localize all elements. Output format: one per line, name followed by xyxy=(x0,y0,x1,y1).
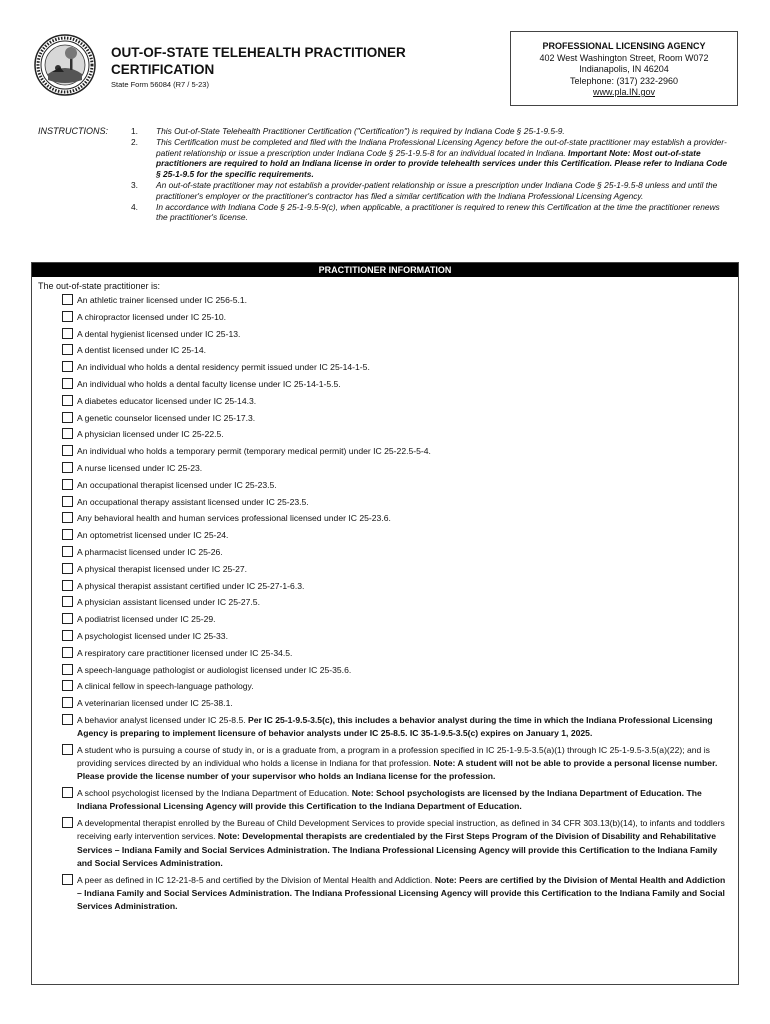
section-lead-text: The out-of-state practitioner is: xyxy=(38,281,161,291)
instruction-text-plain: This Certification must be completed and filed with the Indiana Professional Licensing Agency before the out-of-state practitioner may establish a provider-patient relationship or issue a prescription under Indiana Code § 25-1-9.5-8 for an individual located in Indiana. xyxy=(156,136,727,158)
option-text-plain: A veterinarian licensed under IC 25-38.1. xyxy=(77,698,233,709)
instructions-list xyxy=(131,126,731,223)
instruction-text-bold: Important Note: Most out-of-state practitioners are required to hold an Indiana license in order to provide telehealth services under this Certification. Please refer to Indiana Code § 25-1-9.5 for the specific requirements. xyxy=(156,147,728,180)
practitioner-option-row xyxy=(62,817,732,870)
option-text-plain: An individual who holds a temporary permit (temporary medical permit) under IC 25-22.5-5-4. xyxy=(77,446,431,457)
practitioner-option-label xyxy=(77,294,732,307)
option-text-note: Per IC 25-1-9.5-3.5(c), this includes a behavior analyst during the time in which the Indiana Professional Licensing Agency is preparing to implement licensure of behavior analysts under IC 25-8.5. IC 35-1-9.5-3.5(c) expires on January 1, 2025. xyxy=(77,714,713,739)
practitioner-option-row xyxy=(62,596,732,609)
practitioner-type-options xyxy=(62,294,732,917)
agency-info-box xyxy=(510,31,738,106)
practitioner-option-row xyxy=(62,479,732,492)
practitioner-type-checkbox[interactable] xyxy=(62,529,73,540)
practitioner-option-label xyxy=(77,412,732,425)
practitioner-option-row xyxy=(62,529,732,542)
practitioner-option-label xyxy=(77,395,732,408)
practitioner-option-row xyxy=(62,680,732,693)
practitioner-option-row xyxy=(62,697,732,710)
practitioner-option-label xyxy=(77,311,732,324)
option-text-plain: A dentist licensed under IC 25-14. xyxy=(77,345,206,356)
option-text-plain: A genetic counselor licensed under IC 25-17.3. xyxy=(77,412,256,423)
instruction-item xyxy=(131,126,731,137)
option-text-plain: An athletic trainer licensed under IC 256-5.1. xyxy=(77,295,248,305)
practitioner-option-label xyxy=(77,563,732,576)
practitioner-option-row xyxy=(62,462,732,475)
practitioner-option-row xyxy=(62,647,732,660)
practitioner-option-row xyxy=(62,328,732,341)
option-text-note: Note: School psychologists are licensed by the Indiana Department of Education. The Indiana Professional Licensing Agency will provide this Certification to the Indiana Department of Education. xyxy=(77,788,702,812)
practitioner-type-checkbox[interactable] xyxy=(62,546,73,557)
practitioner-type-checkbox[interactable] xyxy=(62,647,73,658)
practitioner-type-checkbox[interactable] xyxy=(62,479,73,490)
practitioner-type-checkbox[interactable] xyxy=(62,512,73,523)
instruction-number: 2. xyxy=(131,136,138,147)
option-text-note: Note: Peers are certified by the Division of Mental Health and Addiction – Indiana Family and Social Services Administration. The Indiana Professional Licensing Agency will provide this Certification to the Indiana Family and Social Services Administration. xyxy=(77,874,726,911)
practitioner-option-row xyxy=(62,664,732,677)
practitioner-option-label xyxy=(77,680,732,693)
agency-address-line2: Indianapolis, IN 46204 xyxy=(579,64,669,74)
practitioner-option-label xyxy=(77,613,732,626)
practitioner-option-label xyxy=(77,512,732,525)
practitioner-option-label xyxy=(77,445,732,458)
instruction-text-plain: An out-of-state practitioner may not establish a provider-patient relationship or issue a prescription under Indiana Code § 25-1-9.5-8 unless and until the practitioner's employer or the practitioner's contractor has filed a similar certification with the Indiana Professional Licensing Agency. xyxy=(156,179,718,201)
practitioner-type-checkbox[interactable] xyxy=(62,361,73,372)
practitioner-type-checkbox[interactable] xyxy=(62,630,73,641)
practitioner-option-label xyxy=(77,744,732,784)
practitioner-type-checkbox[interactable] xyxy=(62,664,73,675)
practitioner-type-checkbox[interactable] xyxy=(62,462,73,473)
practitioner-option-row xyxy=(62,344,732,357)
option-text-plain: An optometrist licensed under IC 25-24. xyxy=(77,530,229,541)
option-text-plain: A peer as defined in IC 12-21-8-5 and certified by the Division of Mental Health and Addiction. xyxy=(77,874,435,885)
practitioner-option-row xyxy=(62,874,732,914)
option-text-plain: An occupational therapy assistant licensed under IC 25-23.5. xyxy=(77,496,309,507)
practitioner-option-label xyxy=(77,328,732,341)
practitioner-option-label xyxy=(77,496,732,509)
instruction-item xyxy=(131,137,731,180)
practitioner-option-label xyxy=(77,596,732,609)
practitioner-option-label xyxy=(77,546,732,559)
indiana-state-seal-icon xyxy=(34,34,96,96)
practitioner-option-label xyxy=(77,647,732,660)
instruction-text xyxy=(156,180,731,202)
practitioner-option-row xyxy=(62,361,732,374)
option-text-plain: An individual who holds a dental faculty license under IC 25-14-1-5.5. xyxy=(77,378,341,389)
practitioner-type-checkbox[interactable] xyxy=(62,680,73,691)
practitioner-option-label xyxy=(77,529,732,542)
option-text-plain: A physical therapist assistant certified under IC 25-27-1-6.3. xyxy=(77,580,305,591)
option-text-note: Note: Developmental therapists are credentialed by the First Steps Program of the Division of Disability and Rehabilitative Services – Indiana Family and Social Services Administration. The Indiana Professional Licensing Agency will provide this Certification to the Indiana Family and Social Services Administration. xyxy=(77,831,718,868)
practitioner-option-label xyxy=(77,479,732,492)
practitioner-type-checkbox[interactable] xyxy=(62,874,73,885)
practitioner-option-label xyxy=(77,580,732,593)
practitioner-option-row xyxy=(62,630,732,643)
instruction-text-plain: In accordance with Indiana Code § 25-1-9.5-9(c), when applicable, a practitioner is required to renew this Certification at the time the practitioner renews the practitioner's license. xyxy=(156,201,720,223)
option-text-plain: A physical therapist licensed under IC 25-27. xyxy=(77,563,248,574)
agency-website-link[interactable]: www.pla.IN.gov xyxy=(592,87,656,97)
option-text-plain: A school psychologist licensed by the Indiana Department of Education. xyxy=(77,788,352,799)
option-text-plain: A developmental therapist enrolled by the Bureau of Child Development Services to provide special instruction, as defined in 34 CFR 303.13(b)(14), to infants and toddlers receiving early intervention services. xyxy=(77,818,725,842)
form-number: State Form 56084 (R7 / 5-23) xyxy=(111,80,209,89)
option-text-plain: A dental hygienist licensed under IC 25-13. xyxy=(77,328,241,339)
practitioner-option-row xyxy=(62,294,732,307)
practitioner-option-label xyxy=(77,664,732,677)
practitioner-option-label xyxy=(77,462,732,475)
option-text-plain: A student who is pursuing a course of study in, or is a graduate from, a program in a profession specified in IC 25-1-9.5-3.5(a)(1) through IC 25-1-9.5-3.5(a)(22); and is providing services directed by an individual who holds a license in Indiana for that profession. xyxy=(77,744,710,769)
practitioner-type-checkbox[interactable] xyxy=(62,697,73,708)
option-text-plain: A pharmacist licensed under IC 25-26. xyxy=(77,546,223,557)
form-title xyxy=(111,44,441,78)
practitioner-type-checkbox[interactable] xyxy=(62,817,73,828)
option-text-plain: A speech-language pathologist or audiologist licensed under IC 25-35.6. xyxy=(77,664,352,675)
practitioner-type-checkbox[interactable] xyxy=(62,744,73,755)
instruction-text xyxy=(156,126,731,137)
option-text-plain: A physician licensed under IC 25-22.5. xyxy=(77,429,224,440)
practitioner-option-label xyxy=(77,817,732,870)
instruction-text xyxy=(156,137,731,180)
practitioner-option-row xyxy=(62,787,732,813)
practitioner-type-checkbox[interactable] xyxy=(62,328,73,339)
practitioner-option-label xyxy=(77,428,732,441)
practitioner-information-section xyxy=(31,262,739,985)
practitioner-option-label xyxy=(77,344,732,357)
practitioner-option-row xyxy=(62,613,732,626)
form-title-line2: CERTIFICATION xyxy=(111,62,215,77)
practitioner-type-checkbox[interactable] xyxy=(62,412,73,423)
practitioner-type-checkbox[interactable] xyxy=(62,294,73,305)
practitioner-type-checkbox[interactable] xyxy=(62,787,73,798)
instruction-text-plain: This Out-of-State Telehealth Practitioner Certification ("Certification") is required by Indiana Code § 25-1-9.5-9. xyxy=(156,126,565,136)
section-heading: PRACTITIONER INFORMATION xyxy=(32,263,738,277)
practitioner-option-label xyxy=(77,874,732,914)
practitioner-option-label xyxy=(77,630,732,643)
practitioner-type-checkbox[interactable] xyxy=(62,428,73,439)
form-title-line1: OUT-OF-STATE TELEHEALTH PRACTITIONER xyxy=(111,45,406,60)
practitioner-option-row xyxy=(62,428,732,441)
practitioner-type-checkbox[interactable] xyxy=(62,445,73,456)
instruction-number: 4. xyxy=(131,201,138,212)
practitioner-option-row xyxy=(62,563,732,576)
instruction-text xyxy=(156,202,731,224)
practitioner-type-checkbox[interactable] xyxy=(62,596,73,607)
option-text-plain: A behavior analyst licensed under IC 25-8.5. xyxy=(77,714,249,725)
practitioner-type-checkbox[interactable] xyxy=(62,496,73,507)
practitioner-type-checkbox[interactable] xyxy=(62,714,73,725)
option-text-plain: A diabetes educator licensed under IC 25-14.3. xyxy=(77,395,257,406)
option-text-plain: A physician assistant licensed under IC 25-27.5. xyxy=(77,597,260,608)
option-text-plain: An occupational therapist licensed under IC 25-23.5. xyxy=(77,479,277,490)
practitioner-type-checkbox[interactable] xyxy=(62,580,73,591)
instruction-item xyxy=(131,202,731,224)
option-text-note: Note: A student will not be able to provide a personal license number. Please provide the license number of your supervisor who holds an Indiana license for the profession. xyxy=(77,758,718,782)
practitioner-option-row xyxy=(62,311,732,324)
practitioner-option-row xyxy=(62,395,732,408)
option-text-plain: A podiatrist licensed under IC 25-29. xyxy=(77,614,216,625)
option-text-plain: A clinical fellow in speech-language pathology. xyxy=(77,681,254,692)
instructions-label: INSTRUCTIONS: xyxy=(38,126,109,136)
option-text-plain: A respiratory care practitioner licensed under IC 25-34.5. xyxy=(77,647,293,658)
practitioner-type-checkbox[interactable] xyxy=(62,311,73,322)
practitioner-option-label xyxy=(77,787,732,813)
option-text-plain: A psychologist licensed under IC 25-33. xyxy=(77,630,228,641)
practitioner-option-label xyxy=(77,697,732,710)
practitioner-option-label xyxy=(77,361,732,374)
agency-phone: Telephone: (317) 232-2960 xyxy=(569,75,679,86)
agency-name: PROFESSIONAL LICENSING AGENCY xyxy=(542,41,706,51)
practitioner-option-row xyxy=(62,580,732,593)
practitioner-option-label xyxy=(77,378,732,391)
practitioner-type-checkbox[interactable] xyxy=(62,563,73,574)
practitioner-type-checkbox[interactable] xyxy=(62,378,73,389)
practitioner-type-checkbox[interactable] xyxy=(62,344,73,355)
option-text-plain: Any behavioral health and human services professional licensed under IC 25-23.6. xyxy=(77,513,391,524)
practitioner-option-row xyxy=(62,744,732,784)
option-text-plain: An individual who holds a dental residency permit issued under IC 25-14-1-5. xyxy=(77,362,370,373)
practitioner-type-checkbox[interactable] xyxy=(62,395,73,406)
instruction-number: 3. xyxy=(131,179,138,190)
agency-address-line1: 402 West Washington Street, Room W072 xyxy=(539,52,709,63)
instruction-number: 1. xyxy=(131,126,138,136)
practitioner-type-checkbox[interactable] xyxy=(62,613,73,624)
practitioner-option-row xyxy=(62,378,732,391)
option-text-plain: A chiropractor licensed under IC 25-10. xyxy=(77,311,227,322)
option-text-plain: A nurse licensed under IC 25-23. xyxy=(77,462,203,473)
practitioner-option-row xyxy=(62,496,732,509)
practitioner-option-row xyxy=(62,512,732,525)
practitioner-option-row xyxy=(62,546,732,559)
instruction-item xyxy=(131,180,731,202)
practitioner-option-label xyxy=(77,714,732,740)
practitioner-option-row xyxy=(62,445,732,458)
practitioner-option-row xyxy=(62,714,732,740)
practitioner-option-row xyxy=(62,412,732,425)
